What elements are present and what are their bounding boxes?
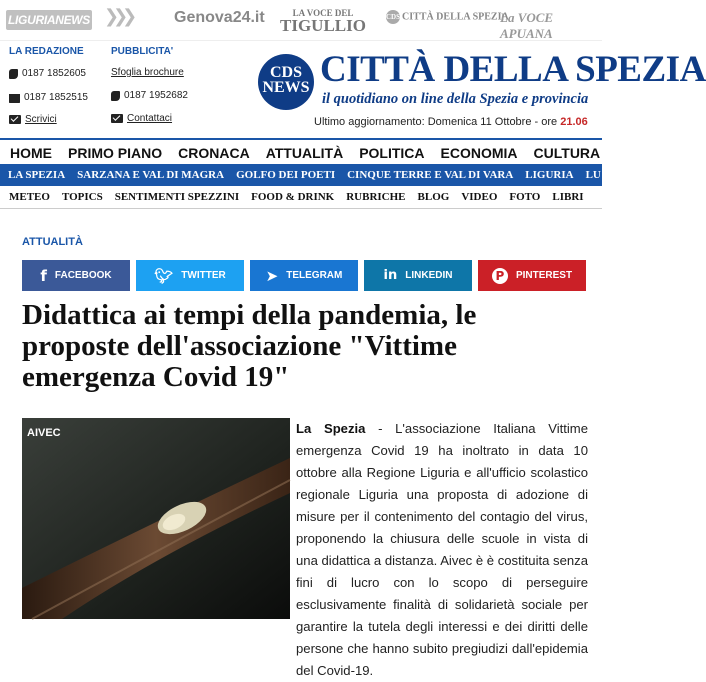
- article-body-wrapped: [296, 418, 588, 678]
- update-time: 21.06: [560, 116, 588, 128]
- share-facebook-button[interactable]: [22, 260, 130, 291]
- chalk-photo-illustration: [22, 418, 290, 619]
- redazione-heading: LA REDAZIONE: [9, 46, 84, 57]
- topic-video[interactable]: VIDEO: [461, 191, 498, 203]
- article-photo[interactable]: [22, 418, 290, 619]
- topic-libri[interactable]: LIBRI: [552, 191, 584, 203]
- share-twitter-button[interactable]: [136, 260, 244, 291]
- menu-politica[interactable]: POLITICA: [359, 145, 425, 161]
- chevrons-icon: ❯❯❯: [104, 6, 132, 26]
- liguria-news-logo[interactable]: LIGURIANEWS: [6, 10, 92, 30]
- photo-credit-label: AIVEC: [27, 427, 61, 439]
- genova24-logo[interactable]: Genova24.it: [174, 9, 265, 26]
- article-title: Didattica ai tempi della pandemia, le proposte dell'associazione "Vittime emergenza Covid 19": [22, 299, 477, 393]
- voce-tigullio-bottom: TIGULLIO: [280, 16, 366, 35]
- phone-icon: [111, 91, 120, 101]
- citta-spezia-small-logo[interactable]: [386, 10, 509, 24]
- pinterest-icon: P: [492, 268, 508, 284]
- mail-icon: [9, 115, 21, 124]
- topic-meteo[interactable]: METEO: [9, 191, 50, 203]
- zone-sarzana[interactable]: SARZANA E VAL DI MAGRA: [77, 169, 225, 181]
- twitter-icon: 🐦︎: [154, 266, 174, 285]
- brochure-text: Sfoglia brochure: [111, 67, 184, 78]
- menu-attualita[interactable]: ATTUALITÀ: [265, 145, 344, 161]
- topic-foto[interactable]: FOTO: [509, 191, 541, 203]
- article-body-text: - L'associazione Italiana Vittime emergenza Covid 19 ha inoltrato in data 10 ottobre alla Regione Liguria e all'ufficio scolastico regionale Liguria una proposta di adozione di misure per il contenimento del contagio del virus, proponendo la chiusura delle scuole in vista di una didattica a distanza. Aivec è è costituita senza fini di lucro con lo scopo di perseguire esclusivamente finalità di solidarietà sociale per garantire la tutela degli interessi e dei diritti delle persone che hanno subito pregiudizi dall'epidemia del Covid-19.: [296, 421, 588, 678]
- badge-top: CDS: [269, 64, 302, 81]
- network-strip: [0, 0, 602, 41]
- zone-liguria[interactable]: LIGURIA: [525, 169, 574, 181]
- menu-cultura[interactable]: CULTURA: [533, 145, 601, 161]
- voce-tigullio-logo[interactable]: [280, 8, 366, 34]
- site-name[interactable]: CITTÀ DELLA SPEZIA: [320, 49, 706, 90]
- zone-la-spezia[interactable]: LA SPEZIA: [8, 169, 66, 181]
- share-linkedin-button[interactable]: [364, 260, 472, 291]
- article-category[interactable]: ATTUALITÀ: [22, 236, 83, 248]
- topics-menu: [0, 186, 602, 209]
- pubblicita-mail-text: Contattaci: [127, 113, 173, 124]
- menu-economia[interactable]: ECONOMIA: [440, 145, 518, 161]
- share-facebook-label: FACEBOOK: [54, 270, 112, 281]
- printer-icon: [9, 91, 20, 103]
- zones-menu: [0, 164, 602, 186]
- redazione-phone[interactable]: [9, 68, 86, 79]
- zone-golfo-poeti[interactable]: GOLFO DEI POETI: [236, 169, 336, 181]
- redazione-mail-text: Scrivici: [25, 114, 57, 125]
- zone-lunigiana[interactable]: LU: [585, 169, 601, 181]
- redazione-fax[interactable]: [9, 91, 88, 103]
- telegram-icon: ➤: [265, 266, 279, 285]
- redazione-fax-text: 0187 1852515: [24, 91, 88, 103]
- topic-rubriche[interactable]: RUBRICHE: [346, 191, 406, 203]
- site-tagline: il quotidiano on line della Spezia e provincia: [322, 91, 589, 107]
- pubblicita-phone[interactable]: [111, 90, 188, 101]
- pubblicita-mail-link[interactable]: [111, 113, 172, 124]
- menu-cronaca[interactable]: CRONACA: [178, 145, 250, 161]
- share-pinterest-label: PINTEREST: [515, 270, 573, 281]
- redazione-phone-text: 0187 1852605: [22, 68, 86, 79]
- cds-circle-icon: CDS: [386, 10, 400, 24]
- badge-bottom: NEWS: [262, 79, 310, 96]
- citta-spezia-small-text: CITTÀ DELLA SPEZIA: [402, 11, 509, 23]
- pubblicita-phone-text: 0187 1952682: [124, 90, 188, 101]
- redazione-mail-link[interactable]: [9, 114, 57, 125]
- facebook-icon: f: [40, 266, 47, 285]
- share-telegram-button[interactable]: [250, 260, 358, 291]
- menu-primo-piano[interactable]: PRIMO PIANO: [68, 145, 163, 161]
- topic-blog[interactable]: BLOG: [417, 191, 450, 203]
- topic-food-drink[interactable]: FOOD & DRINK: [251, 191, 335, 203]
- voce-apuana-logo[interactable]: La VOCE APUANA: [500, 10, 554, 41]
- article-location: La Spezia: [296, 421, 366, 436]
- mail-icon: [111, 114, 123, 123]
- menu-home[interactable]: HOME: [10, 145, 52, 161]
- zone-cinque-terre[interactable]: CINQUE TERRE E VAL DI VARA: [347, 169, 514, 181]
- share-linkedin-label: LINKEDIN: [405, 270, 453, 281]
- update-label: Ultimo aggiornamento: Domenica 11 Ottobre - ore: [314, 116, 558, 128]
- topic-topics[interactable]: TOPICS: [61, 191, 103, 203]
- voce-tigullio-top: LA VOCE DEL: [292, 8, 354, 18]
- cds-news-badge[interactable]: [258, 54, 314, 110]
- brochure-link[interactable]: [111, 67, 184, 78]
- last-update: [314, 116, 588, 128]
- main-menu: [0, 138, 602, 166]
- pubblicita-heading: PUBBLICITA': [111, 46, 174, 57]
- phone-icon: [9, 69, 18, 79]
- linkedin-icon: in: [383, 268, 398, 283]
- topic-sentimenti[interactable]: SENTIMENTI SPEZZINI: [114, 191, 240, 203]
- share-telegram-label: TELEGRAM: [286, 270, 343, 281]
- share-pinterest-button[interactable]: [478, 260, 586, 291]
- share-twitter-label: TWITTER: [181, 270, 226, 281]
